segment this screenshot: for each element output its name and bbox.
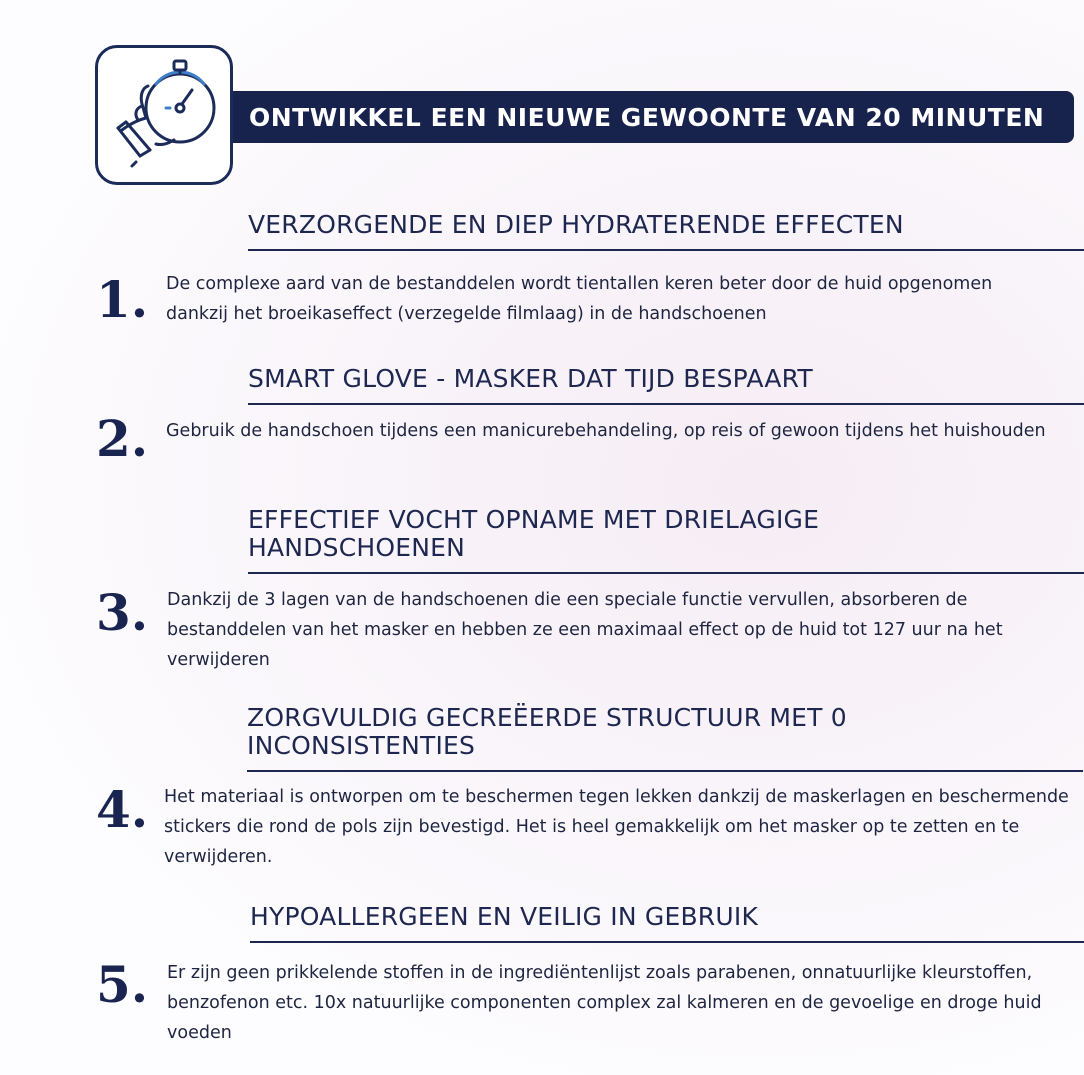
item-number: 2. bbox=[96, 409, 149, 468]
item-number: 1. bbox=[96, 270, 149, 329]
item-number: 3. bbox=[96, 583, 149, 642]
section-heading: ZORGVULDIG GECREËERDE STRUCTUUR MET 0 INCONSISTENTIES bbox=[247, 704, 1083, 772]
section-heading: VERZORGENDE EN DIEP HYDRATERENDE EFFECTEN bbox=[248, 211, 1084, 251]
item-text: Het materiaal is ontworpen om te beschermen tegen lekken dankzij de maskerlagen en beschermende stickers die rond de pols zijn bevestigd. Het is heel gemakkelijk om het masker op te zetten en te verwijderen. bbox=[164, 787, 1069, 867]
section-heading: SMART GLOVE - MASKER DAT TIJD BESPAART bbox=[248, 365, 1084, 405]
item-number: 4. bbox=[96, 780, 149, 839]
item-text: Gebruik de handschoen tijdens een manicurebehandeling, op reis of gewoon tijdens het huishouden bbox=[166, 421, 1046, 441]
item-text: Dankzij de 3 lagen van de handschoenen die een speciale functie vervullen, absorberen de bestanddelen van het masker en hebben ze een maximaal effect op de huid tot 127 uur na het verwijderen bbox=[167, 590, 1003, 670]
item-text: Er zijn geen prikkelende stoffen in de ingrediëntenlijst zoals parabenen, onnatuurlijke kleurstoffen, benzofenon etc. 10x natuurlijke componenten complex zal kalmeren en de gevoelige en droge huid voeden bbox=[167, 963, 1042, 1043]
page-title: ONTWIKKEL EEN NIEUWE GEWOONTE VAN 20 MINUTEN bbox=[249, 102, 1045, 132]
icon-box bbox=[95, 45, 233, 185]
item-text: De complexe aard van de bestanddelen wordt tientallen keren beter door de huid opgenomen dankzij het broeikaseffect (verzegelde filmlaag) in de handschoenen bbox=[166, 274, 993, 324]
section-heading: HYPOALLERGEEN EN VEILIG IN GEBRUIK bbox=[250, 903, 1084, 943]
section-heading: EFFECTIEF VOCHT OPNAME MET DRIELAGIGE HANDSCHOENEN bbox=[248, 506, 1084, 574]
page-title-banner bbox=[233, 91, 1074, 143]
item-number: 5. bbox=[96, 955, 149, 1014]
stopwatch-hand-icon bbox=[98, 48, 230, 182]
